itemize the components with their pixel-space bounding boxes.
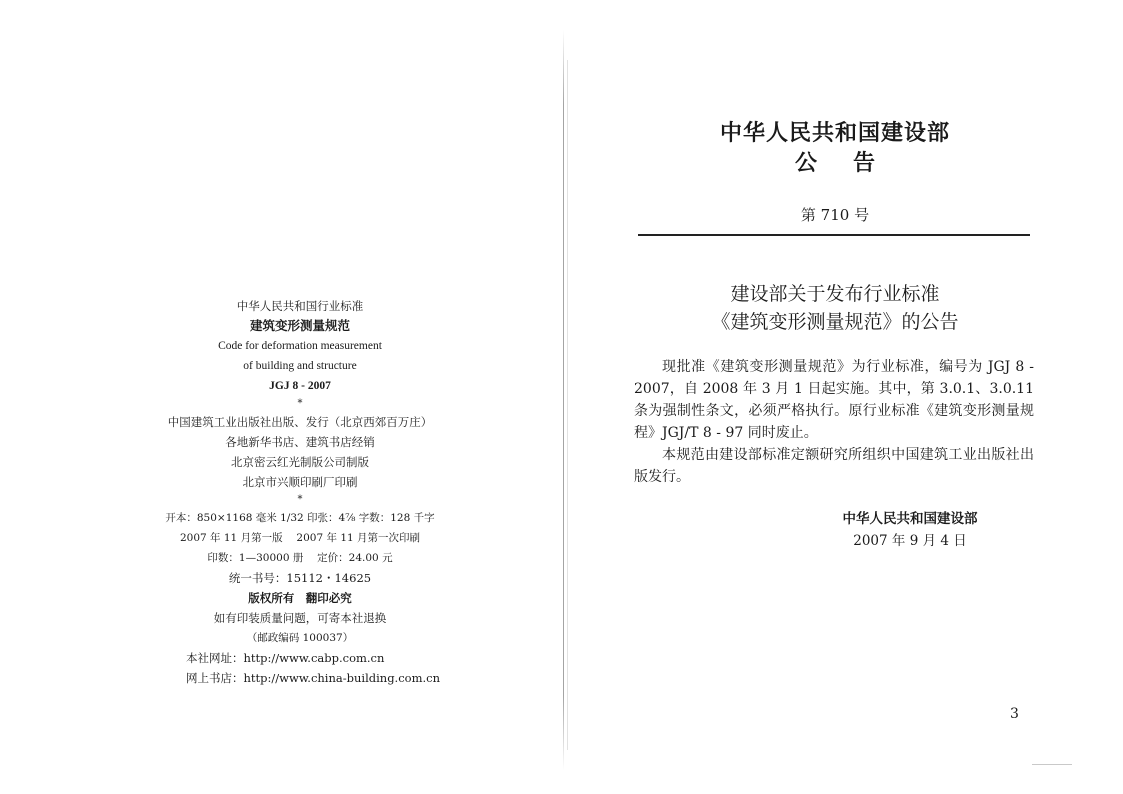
notice-heading: 公告 (794, 151, 911, 176)
notice-subject (620, 280, 1050, 336)
online-store-url: 网上书店：http://www.china-building.com.cn (186, 671, 440, 685)
notice-number: 第 710 号 (800, 206, 870, 224)
print-run-price: 印数：1—30000 册 定价：24.00 元 (207, 552, 393, 564)
publisher-line: 中国建筑工业出版社出版、发行（北京西郊百万庄） (167, 415, 433, 429)
format-specs: 开本：850×1168 毫米 1/32 印张：4⅞ 字数：128 千字 (165, 512, 435, 524)
book-spine-shadow (567, 60, 568, 750)
signer: 中华人民共和国建设部 (842, 511, 978, 527)
edition-info: 2007 年 11 月第一版 2007 年 11 月第一次印刷 (179, 532, 421, 544)
url-block (186, 648, 460, 688)
separator-star: * (297, 398, 303, 409)
book-title-cn: 建筑变形测量规范 (249, 318, 350, 333)
printer-line: 北京市兴顺印刷厂印刷 (242, 475, 358, 489)
book-number: 统一书号：15112・14625 (228, 571, 372, 585)
subject-line-1: 建设部关于发布行业标准 (730, 283, 940, 305)
copyright-notice: 版权所有 翻印必究 (248, 591, 352, 605)
body-paragraph-1: 现批准《建筑变形测量规范》为行业标准，编号为 JGJ 8 - 2007，自 2008 年 3 月 1 日起实施。其中，第 3.0.1、3.0.11 条为强制性条文，必须严格执行。原行业标准《建筑变形测量规程》JGJ/T 8 - 97 同时废止。 (634, 359, 1034, 441)
distributor-line: 各地新华书店、建筑书店经销 (225, 435, 375, 449)
page-number: 3 (1010, 706, 1019, 722)
book-title-en-line2: of building and structure (243, 360, 357, 372)
return-notice: 如有印装质量问题，可寄本社退换 (213, 611, 387, 625)
plate-maker-line: 北京密云红光制版公司制版 (231, 455, 369, 469)
book-spine (563, 30, 564, 770)
department-heading: 中华人民共和国建设部 (719, 121, 950, 146)
subject-line-2: 《建筑变形测量规范》的公告 (711, 311, 959, 333)
colophon (140, 296, 460, 688)
signing-date: 2007 年 9 月 4 日 (853, 533, 967, 549)
scan-artifact-line (1032, 764, 1072, 765)
separator-star-2: * (297, 494, 303, 505)
standard-number: JGJ 8 - 2007 (269, 380, 331, 392)
book-title-en-line1: Code for deformation measurement (218, 340, 382, 352)
notice-body (634, 356, 1034, 488)
postcode: （邮政编码 100037） (246, 632, 354, 644)
series-title: 中华人民共和国行业标准 (236, 299, 364, 313)
website-url: 本社网址：http://www.cabp.com.cn (186, 651, 385, 665)
heading-rule (638, 234, 1030, 236)
body-paragraph-2: 本规范由建设部标准定额研究所组织中国建筑工业出版社出版发行。 (634, 447, 1034, 485)
